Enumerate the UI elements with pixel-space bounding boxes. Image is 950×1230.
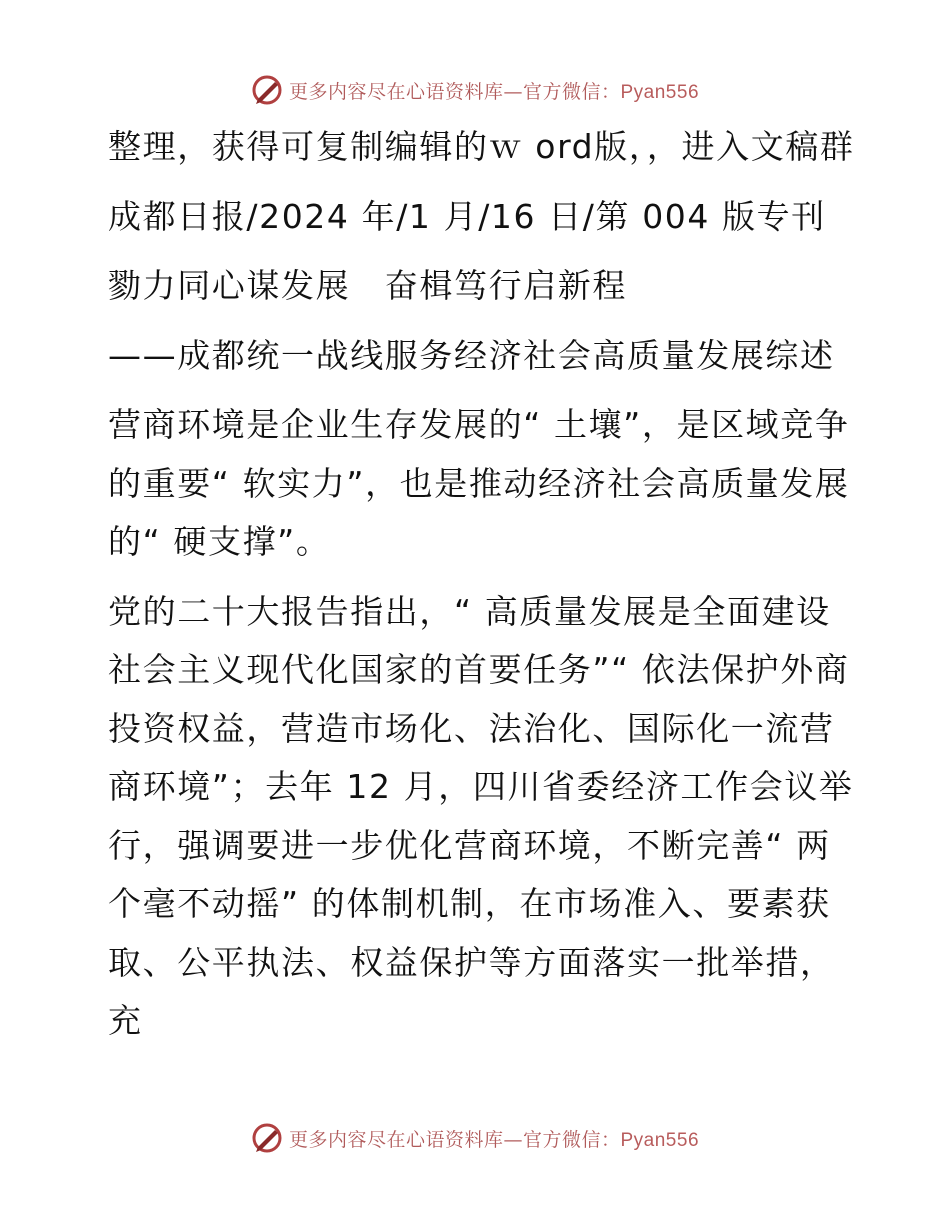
paragraph-2: 党的二十大报告指出，“ 高质量发展是全面建设社会主义现代化国家的首要任务”“ 依法保护外商投资权益，营造市场化、法治化、国际化一流营商环境”；去年 12 月，四川省委经济工作会议举行，强调要进一步优化营商环境，不断完善“ 两个毫不动摇” 的体制机制，在市场准入、要素获取、公平执法、权益保护等方面落实一批举措，充 — [108, 591, 854, 1040]
article-subheadline: ——成都统一战线服务经济社会高质量发展综述 — [108, 335, 835, 375]
source-line: 成都日报/2024 年/1 月/16 日/第 004 版专刊 — [108, 196, 826, 236]
footer-watermark-banner — [0, 1118, 950, 1158]
header-watermark-banner — [0, 70, 950, 110]
footer-wechat-id: Pyan556 — [620, 1129, 700, 1151]
header-wechat-id: Pyan556 — [620, 81, 700, 103]
pen-logo-icon — [251, 74, 283, 106]
paragraph-1: 营商环境是企业生存发展的“ 土壤”，是区域竞争的重要“ 软实力”，也是推动经济社会高质量发展的“ 硬支撑”。 — [108, 405, 850, 561]
document-body — [98, 118, 858, 1051]
intro-line: 整理，获得可复制编辑的ｗ ord版，，进入文稿群 — [108, 127, 855, 166]
header-banner-text: 更多内容尽在心语资料库—官方微信：Pyan556 — [288, 80, 700, 103]
pen-logo-icon — [251, 1122, 283, 1154]
article-headline: 勠力同心谋发展 奋楫笃行启新程 — [108, 266, 627, 305]
footer-banner-text: 更多内容尽在心语资料库—官方微信：Pyan556 — [288, 1128, 700, 1151]
